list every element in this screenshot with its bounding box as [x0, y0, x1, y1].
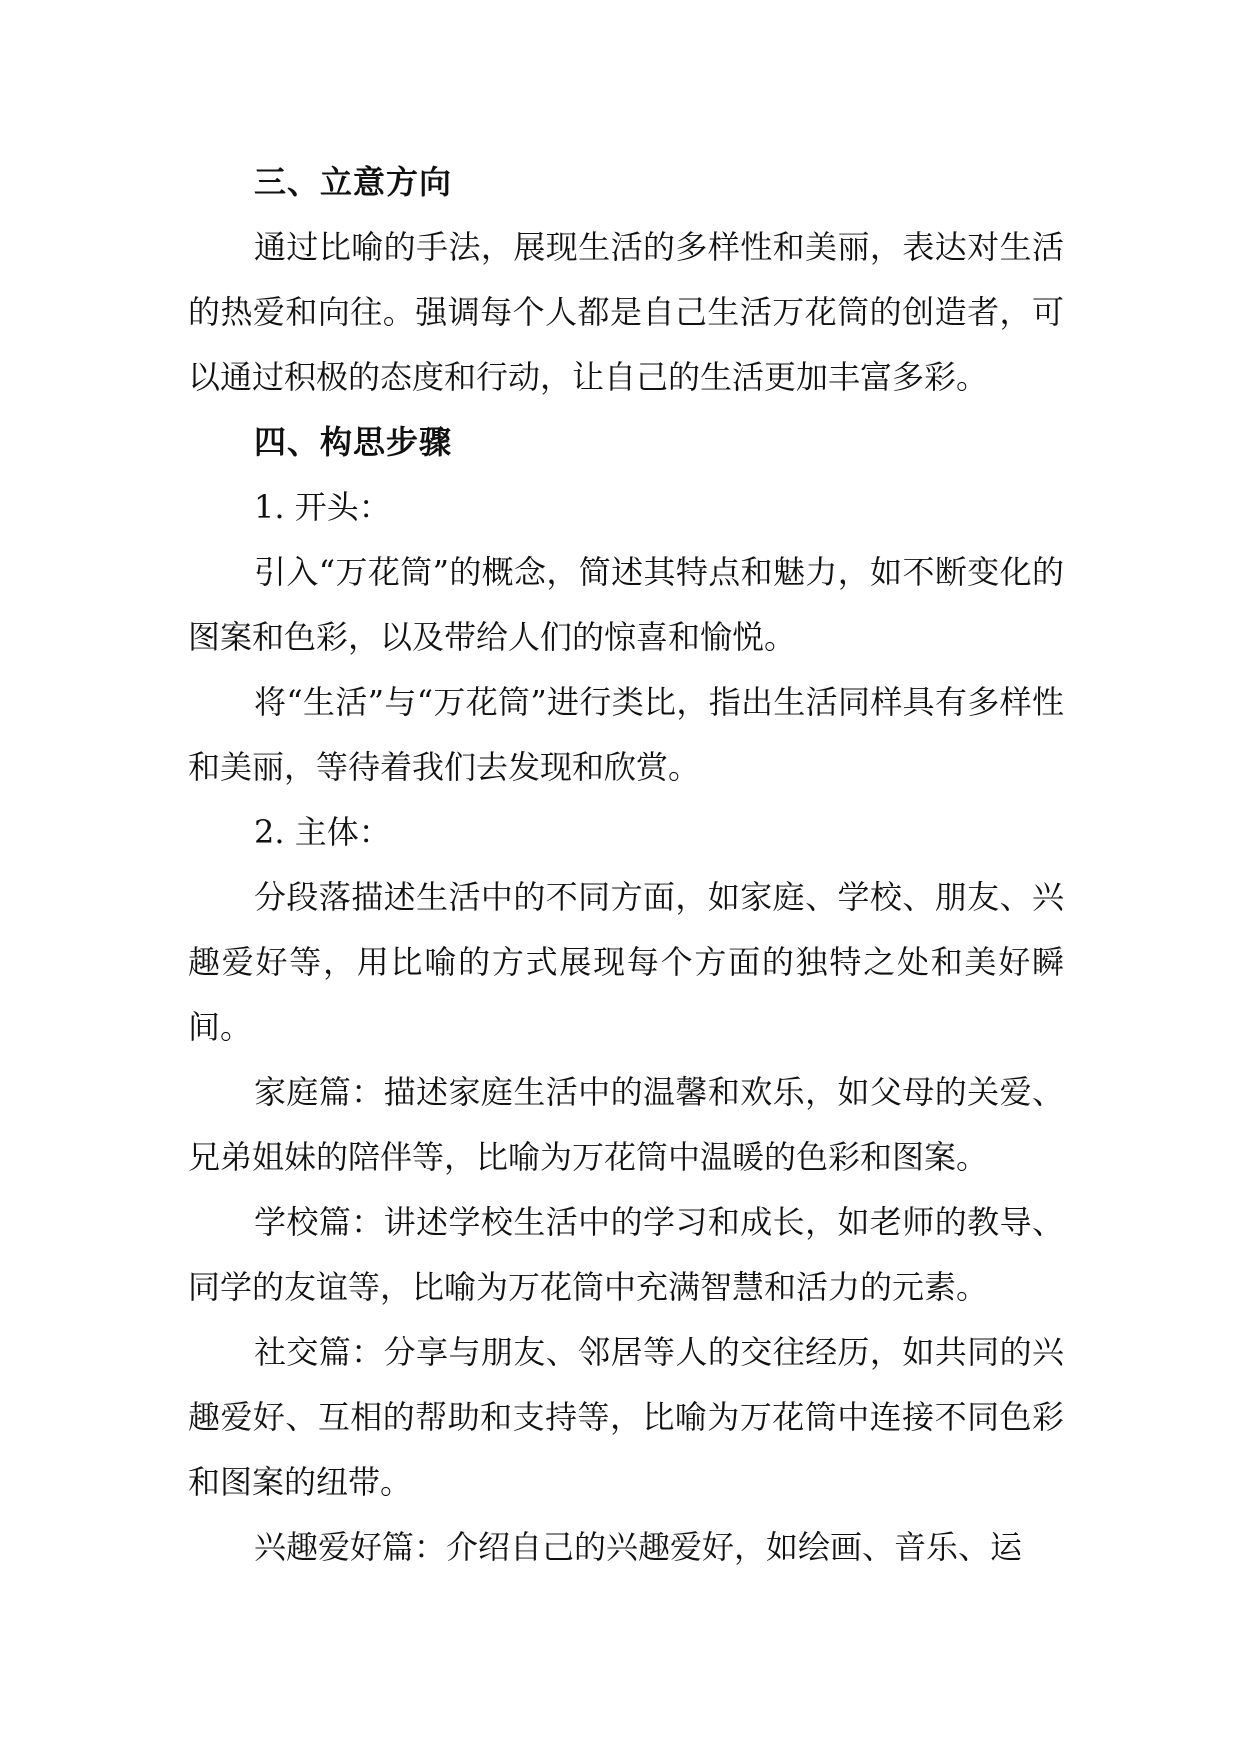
paragraph-family: 家庭篇：描述家庭生活中的温馨和欢乐，如父母的关爱、兄弟姐妹的陪伴等，比喻为万花筒中温暖的色彩和图案。	[188, 1073, 1064, 1176]
subheading-body: 2. 主体：	[254, 813, 391, 851]
paragraph-hobbies: 兴趣爱好篇：介绍自己的兴趣爱好，如绘画、音乐、运	[254, 1528, 1023, 1566]
subheading-opening: 1. 开头：	[254, 488, 391, 526]
section-heading-theme: 三、立意方向	[254, 163, 453, 201]
paragraph-opening-1: 引入“万花筒”的概念，简述其特点和魅力，如不断变化的图案和色彩，以及带给人们的惊喜和愉悦。	[188, 553, 1064, 656]
document-body	[188, 150, 1064, 1580]
paragraph-school: 学校篇：讲述学校生活中的学习和成长，如老师的教导、同学的友谊等，比喻为万花筒中充满智慧和活力的元素。	[188, 1203, 1064, 1306]
paragraph-body-intro: 分段落描述生活中的不同方面，如家庭、学校、朋友、兴趣爱好等，用比喻的方式展现每个方面的独特之处和美好瞬间。	[188, 878, 1064, 1046]
paragraph-social: 社交篇：分享与朋友、邻居等人的交往经历，如共同的兴趣爱好、互相的帮助和支持等，比喻为万花筒中连接不同色彩和图案的纽带。	[188, 1333, 1064, 1501]
section-heading-steps: 四、构思步骤	[254, 423, 453, 461]
paragraph-opening-2: 将“生活”与“万花筒”进行类比，指出生活同样具有多样性和美丽，等待着我们去发现和欣赏。	[188, 683, 1064, 786]
paragraph-theme: 通过比喻的手法，展现生活的多样性和美丽，表达对生活的热爱和向往。强调每个人都是自己生活万花筒的创造者，可以通过积极的态度和行动，让自己的生活更加丰富多彩。	[188, 228, 1064, 396]
